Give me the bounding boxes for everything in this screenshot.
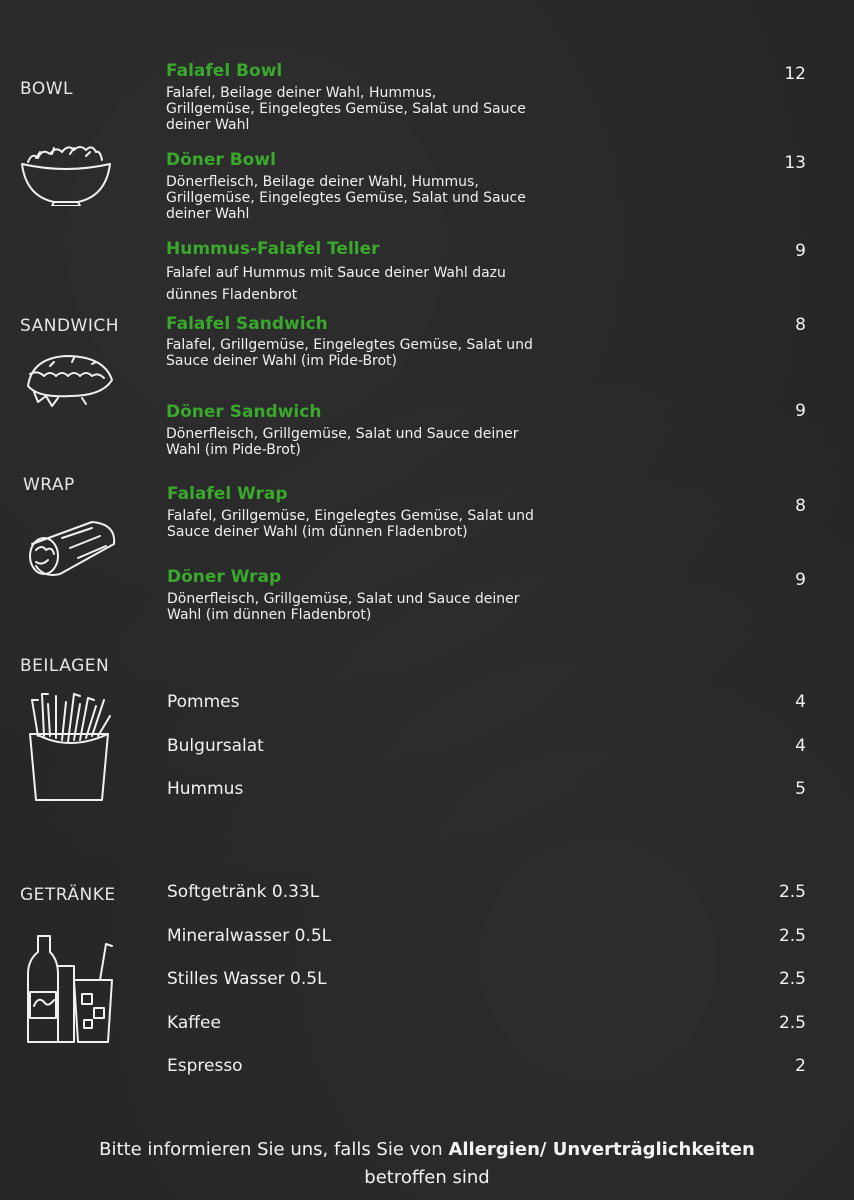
drink-name: Mineralwasser 0.5L: [167, 926, 332, 946]
beilage-price: 5: [795, 779, 806, 799]
item-title: Döner Wrap: [167, 567, 282, 587]
item-title: Falafel Bowl: [166, 61, 283, 81]
category-wrap: WRAP: [23, 475, 75, 495]
item-description: Dönerfleisch, Grillgemüse, Salat und Sauce deiner Wahl (im dünnen Fladenbrot): [167, 591, 520, 623]
item-description: Dönerfleisch, Grillgemüse, Salat und Sauce deiner Wahl (im Pide-Brot): [166, 426, 519, 458]
item-price: 9: [795, 241, 806, 261]
sandwich-icon: [22, 346, 116, 412]
drink-price: 2.5: [778, 882, 806, 902]
item-description: Falafel, Beilage deiner Wahl, Hummus, Grillgemüse, Eingelegtes Gemüse, Salat und Sauce deiner Wahl: [166, 85, 526, 133]
drink-price: 2.5: [778, 926, 806, 946]
category-bowl: BOWL: [20, 79, 74, 99]
drink-price: 2.5: [778, 969, 806, 989]
drink-name: Kaffee: [167, 1013, 221, 1033]
item-price: 8: [795, 496, 806, 516]
item-title: Falafel Sandwich: [166, 314, 328, 334]
drink-name: Softgetränk 0.33L: [167, 882, 320, 902]
drink-name: Espresso: [167, 1056, 243, 1076]
item-price: 9: [795, 401, 806, 421]
beilage-name: Pommes: [167, 692, 240, 712]
beilage-price: 4: [795, 692, 806, 712]
item-title: Döner Sandwich: [166, 402, 322, 422]
item-description: Dönerfleisch, Beilage deiner Wahl, Hummus, Grillgemüse, Eingelegtes Gemüse, Salat und Sauce deiner Wahl: [166, 174, 526, 222]
drink-name: Stilles Wasser 0.5L: [167, 969, 327, 989]
item-description: Falafel auf Hummus mit Sauce deiner Wahl dazu dünnes Fladenbrot: [166, 265, 506, 303]
drink-price: 2: [795, 1056, 806, 1076]
fries-icon: [22, 690, 116, 806]
allergy-notice-line2: betroffen sind: [364, 1167, 490, 1188]
wrap-icon: [22, 514, 118, 584]
item-title: Falafel Wrap: [167, 484, 288, 504]
category-beilagen: BEILAGEN: [20, 656, 110, 676]
beilage-name: Bulgursalat: [167, 736, 264, 756]
allergy-notice: [0, 1136, 854, 1192]
drinks-icon: [20, 932, 116, 1048]
item-title: Hummus-Falafel Teller: [166, 239, 380, 259]
bowl-icon: [18, 140, 114, 206]
item-title: Döner Bowl: [166, 150, 276, 170]
allergy-notice-bold: Allergien/ Unverträglichkeiten: [448, 1139, 755, 1160]
beilage-name: Hummus: [167, 779, 244, 799]
item-price: 9: [795, 570, 806, 590]
beilage-price: 4: [795, 736, 806, 756]
item-description: Falafel, Grillgemüse, Eingelegtes Gemüse, Salat und Sauce deiner Wahl (im Pide-Brot): [166, 337, 533, 369]
drink-price: 2.5: [778, 1013, 806, 1033]
item-price: 12: [784, 64, 806, 84]
item-price: 13: [784, 153, 806, 173]
category-sandwich: SANDWICH: [20, 316, 120, 336]
category-getraenke: GETRÄNKE: [20, 885, 116, 905]
allergy-notice-text: Bitte informieren Sie uns, falls Sie von: [99, 1139, 449, 1160]
item-price: 8: [795, 315, 806, 335]
item-description: Falafel, Grillgemüse, Eingelegtes Gemüse, Salat und Sauce deiner Wahl (im dünnen Fladenbrot): [167, 508, 534, 540]
